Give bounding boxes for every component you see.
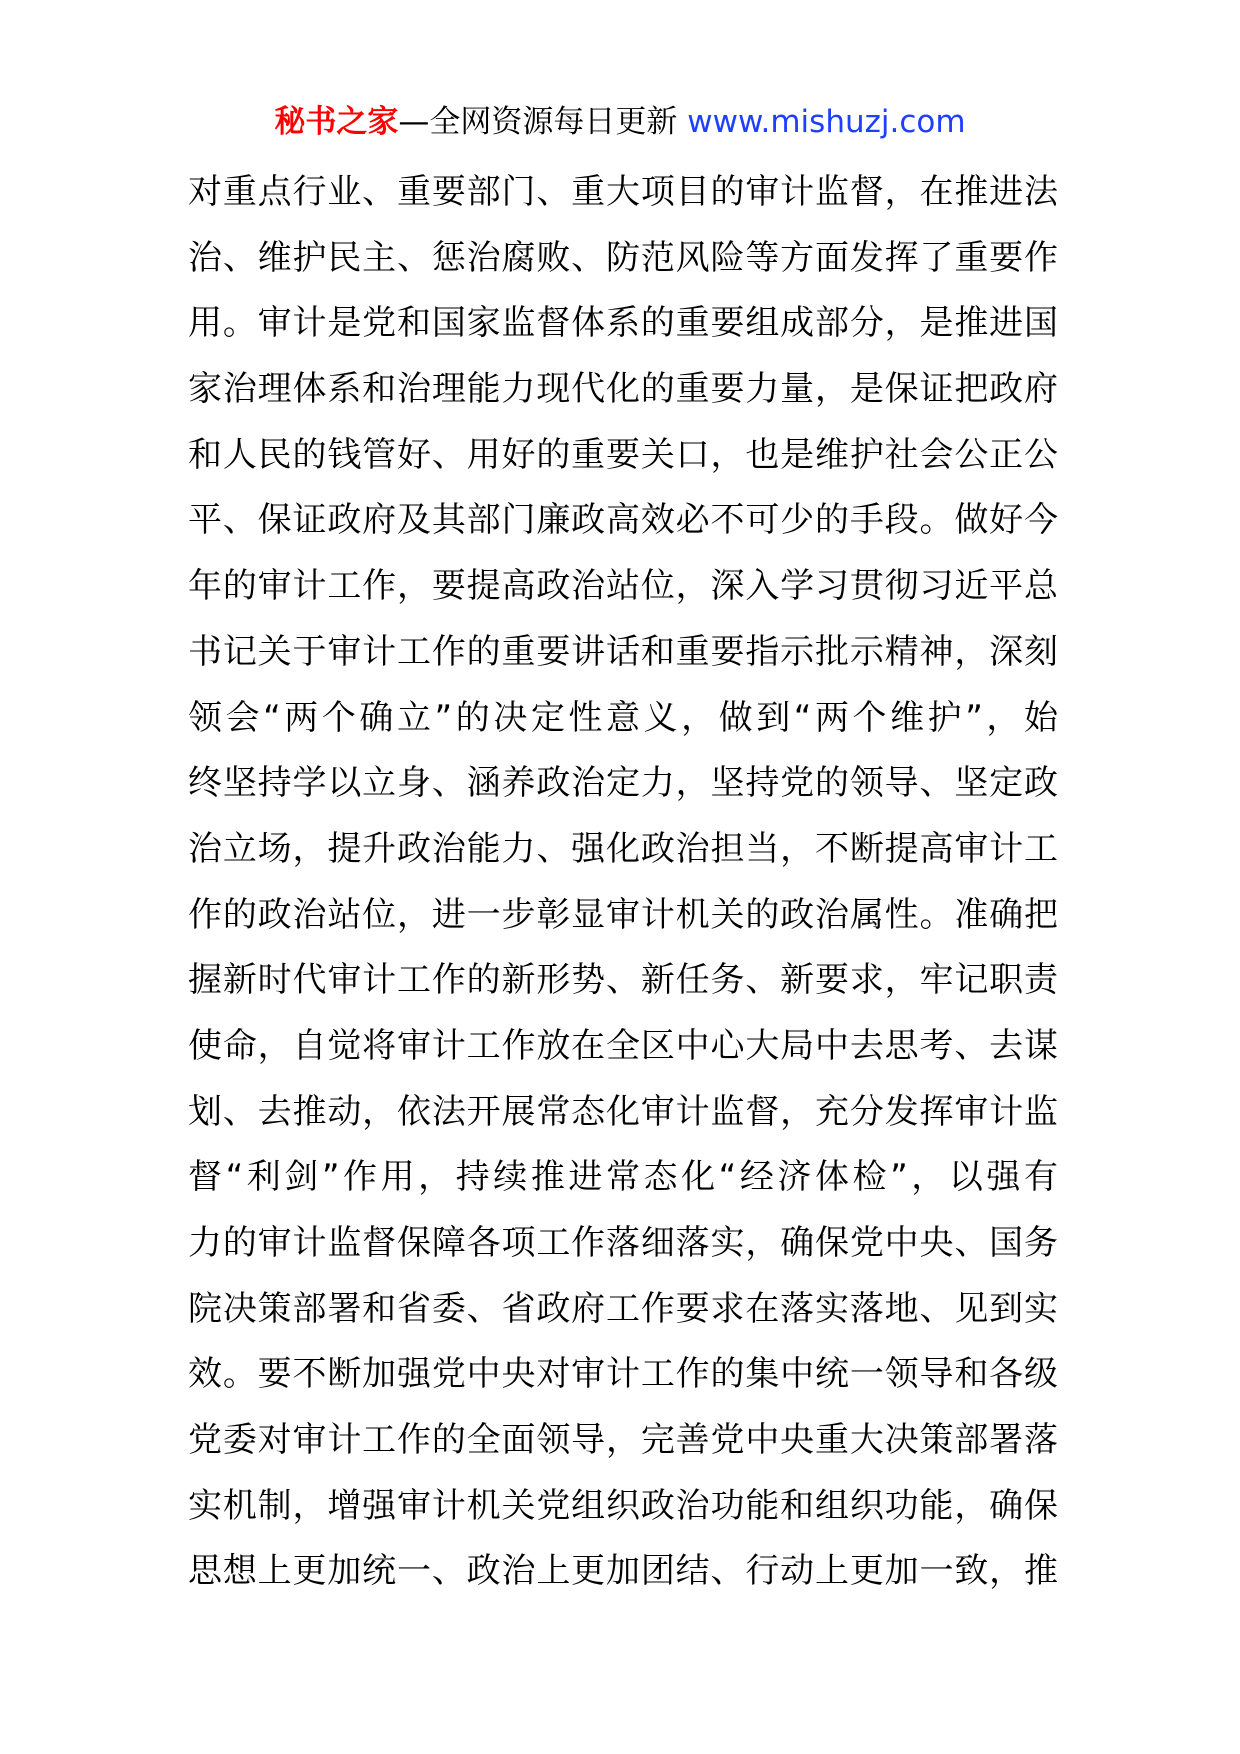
text-line: 实机制，增强审计机关党组织政治功能和组织功能，确保 — [188, 1485, 1058, 1526]
text-line: 思想上更加统一、政治上更加团结、行动上更加一致，推 — [188, 1551, 1058, 1592]
text-line: 力的审计监督保障各项工作落细落实，确保党中央、国务 — [188, 1223, 1058, 1263]
text-line: 督“利剑”作用，持续推进常态化“经济体检”，以强有 — [188, 1157, 1058, 1198]
header-url: www.mishuzj.com — [687, 104, 966, 140]
body-text — [188, 160, 1058, 1605]
text-line: 领会“两个确立”的决定性意义，做到“两个维护”，始 — [188, 697, 1058, 738]
text-line: 和人民的钱管好、用好的重要关口，也是维护社会公正公 — [188, 434, 1058, 475]
text-line: 院决策部署和省委、省政府工作要求在落实落地、见到实 — [188, 1288, 1058, 1329]
text-line: 作的政治站位，进一步彰显审计机关的政治属性。准确把 — [188, 894, 1058, 935]
header-tagline: —全网资源每日更新 — [398, 104, 688, 140]
text-line: 书记关于审计工作的重要讲话和重要指示批示精神，深刻 — [188, 631, 1058, 672]
text-line: 对重点行业、重要部门、重大项目的审计监督，在推进法 — [188, 172, 1058, 212]
text-line: 家治理体系和治理能力现代化的重要力量，是保证把政府 — [188, 369, 1058, 410]
text-line: 用。审计是党和国家监督体系的重要组成部分，是推进国 — [188, 303, 1058, 344]
text-line: 治、维护民主、惩治腐败、防范风险等方面发挥了重要作 — [188, 237, 1058, 278]
text-line: 划、去推动，依法开展常态化审计监督，充分发挥审计监 — [188, 1091, 1058, 1132]
text-line: 握新时代审计工作的新形势、新任务、新要求，牢记职责 — [188, 960, 1058, 1001]
text-line: 治立场，提升政治能力、强化政治担当，不断提高审计工 — [188, 828, 1058, 869]
page-header — [0, 102, 1240, 142]
header-brand: 秘书之家 — [274, 104, 399, 140]
text-line: 终坚持学以立身、涵养政治定力，坚持党的领导、坚定政 — [188, 763, 1058, 804]
text-line: 党委对审计工作的全面领导，完善党中央重大决策部署落 — [188, 1420, 1058, 1461]
text-line: 平、保证政府及其部门廉政高效必不可少的手段。做好今 — [188, 500, 1058, 541]
text-line: 效。要不断加强党中央对审计工作的集中统一领导和各级 — [188, 1354, 1058, 1395]
text-line: 使命，自觉将审计工作放在全区中心大局中去思考、去谋 — [188, 1025, 1058, 1066]
text-line: 年的审计工作，要提高政治站位，深入学习贯彻习近平总 — [188, 566, 1058, 607]
